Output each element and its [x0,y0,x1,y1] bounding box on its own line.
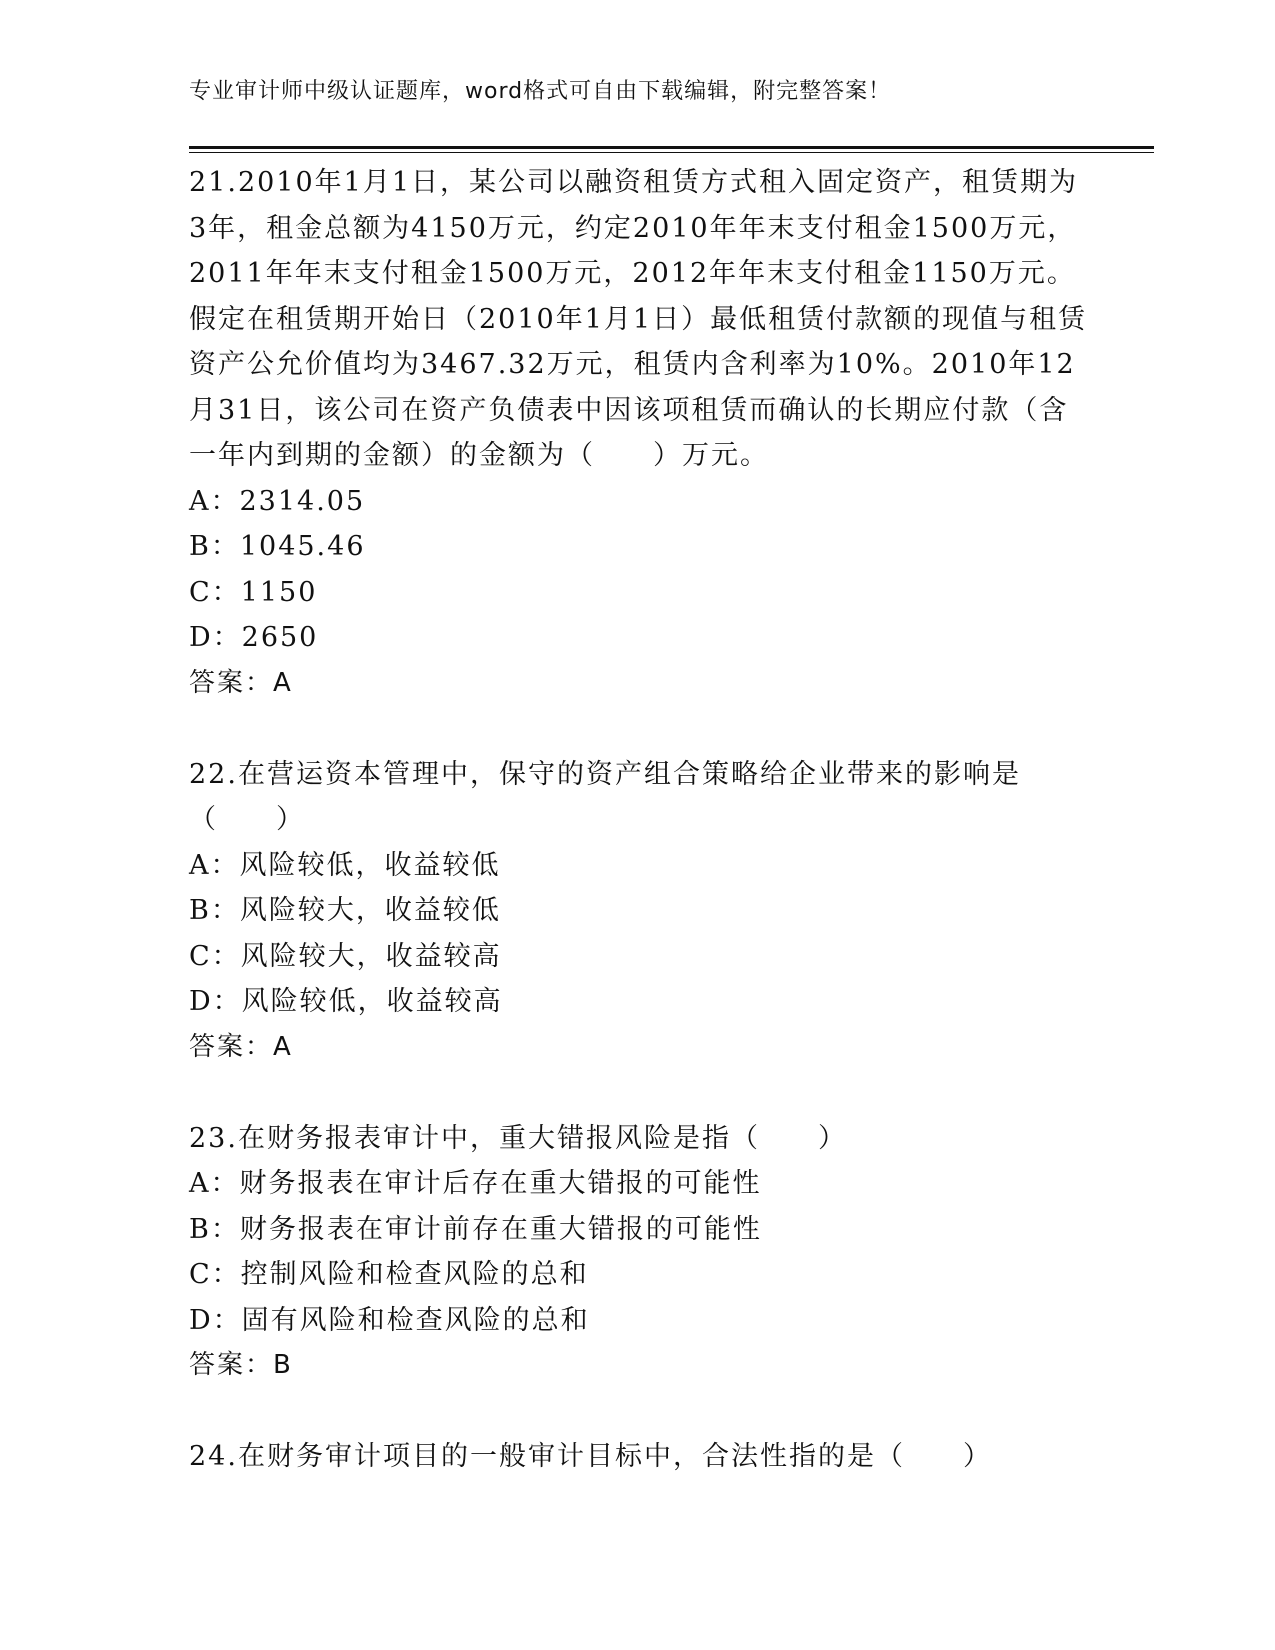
spacer [189,706,1089,752]
option-d: D：风险较低，收益较高 [189,986,503,1017]
question-stem: 22.在营运资本管理中，保守的资产组合策略给企业带来的影响是（ ） [189,758,1021,835]
answer: 答案：A [189,1031,293,1062]
question-22 [189,752,1089,1071]
answer: 答案：B [189,1350,293,1380]
question-21 [189,160,1089,706]
option-b: B：风险较大，收益较低 [189,895,501,926]
header-rule-thick [189,146,1154,149]
page-header: 专业审计师中级认证题库，word格式可自由下载编辑，附完整答案！ [189,79,892,104]
question-stem: 24.在财务审计项目的一般审计目标中，合法性指的是（ ） [189,1441,992,1472]
option-a: A：2314.05 [189,485,366,517]
option-d: D：2650 [189,622,319,653]
option-c: C：1150 [189,576,318,608]
question-stem: 21.2010年1月1日，某公司以融资租赁方式租入固定资产，租赁期为3年，租金总额为4150万元，约定2010年年末支付租金1500万元，2011年年末支付租金1500万元，2012年年末支付租金1150万元。假定在租赁期开始日（2010年1月1日）最低租赁付款额的现值与租赁资产公允价值均为3467.32万元，租赁内含利率为10%。2010年12月31日，该公司在资产负债表中因该项租赁而确认的长期应付款（含一年内到期的金额）的金额为（ ）万元。 [189,167,1088,471]
answer: 答案：A [189,667,293,698]
question-24 [189,1434,1089,1480]
option-d: D：固有风险和检查风险的总和 [189,1304,590,1336]
option-a: A：风险较低，收益较低 [189,849,501,881]
spacer [189,1070,1089,1116]
option-a: A：财务报表在审计后存在重大错报的可能性 [189,1168,762,1199]
option-b: B：1045.46 [189,531,366,562]
option-c: C：控制风险和检查风险的总和 [189,1259,589,1290]
option-b: B：财务报表在审计前存在重大错报的可能性 [189,1213,762,1245]
header-rule-thin [189,152,1154,153]
spacer [189,1389,1089,1435]
question-list [189,160,1089,1480]
question-stem: 23.在财务报表审计中，重大错报风险是指（ ） [189,1122,847,1154]
option-c: C：风险较大，收益较高 [189,940,502,972]
question-23 [189,1116,1089,1389]
